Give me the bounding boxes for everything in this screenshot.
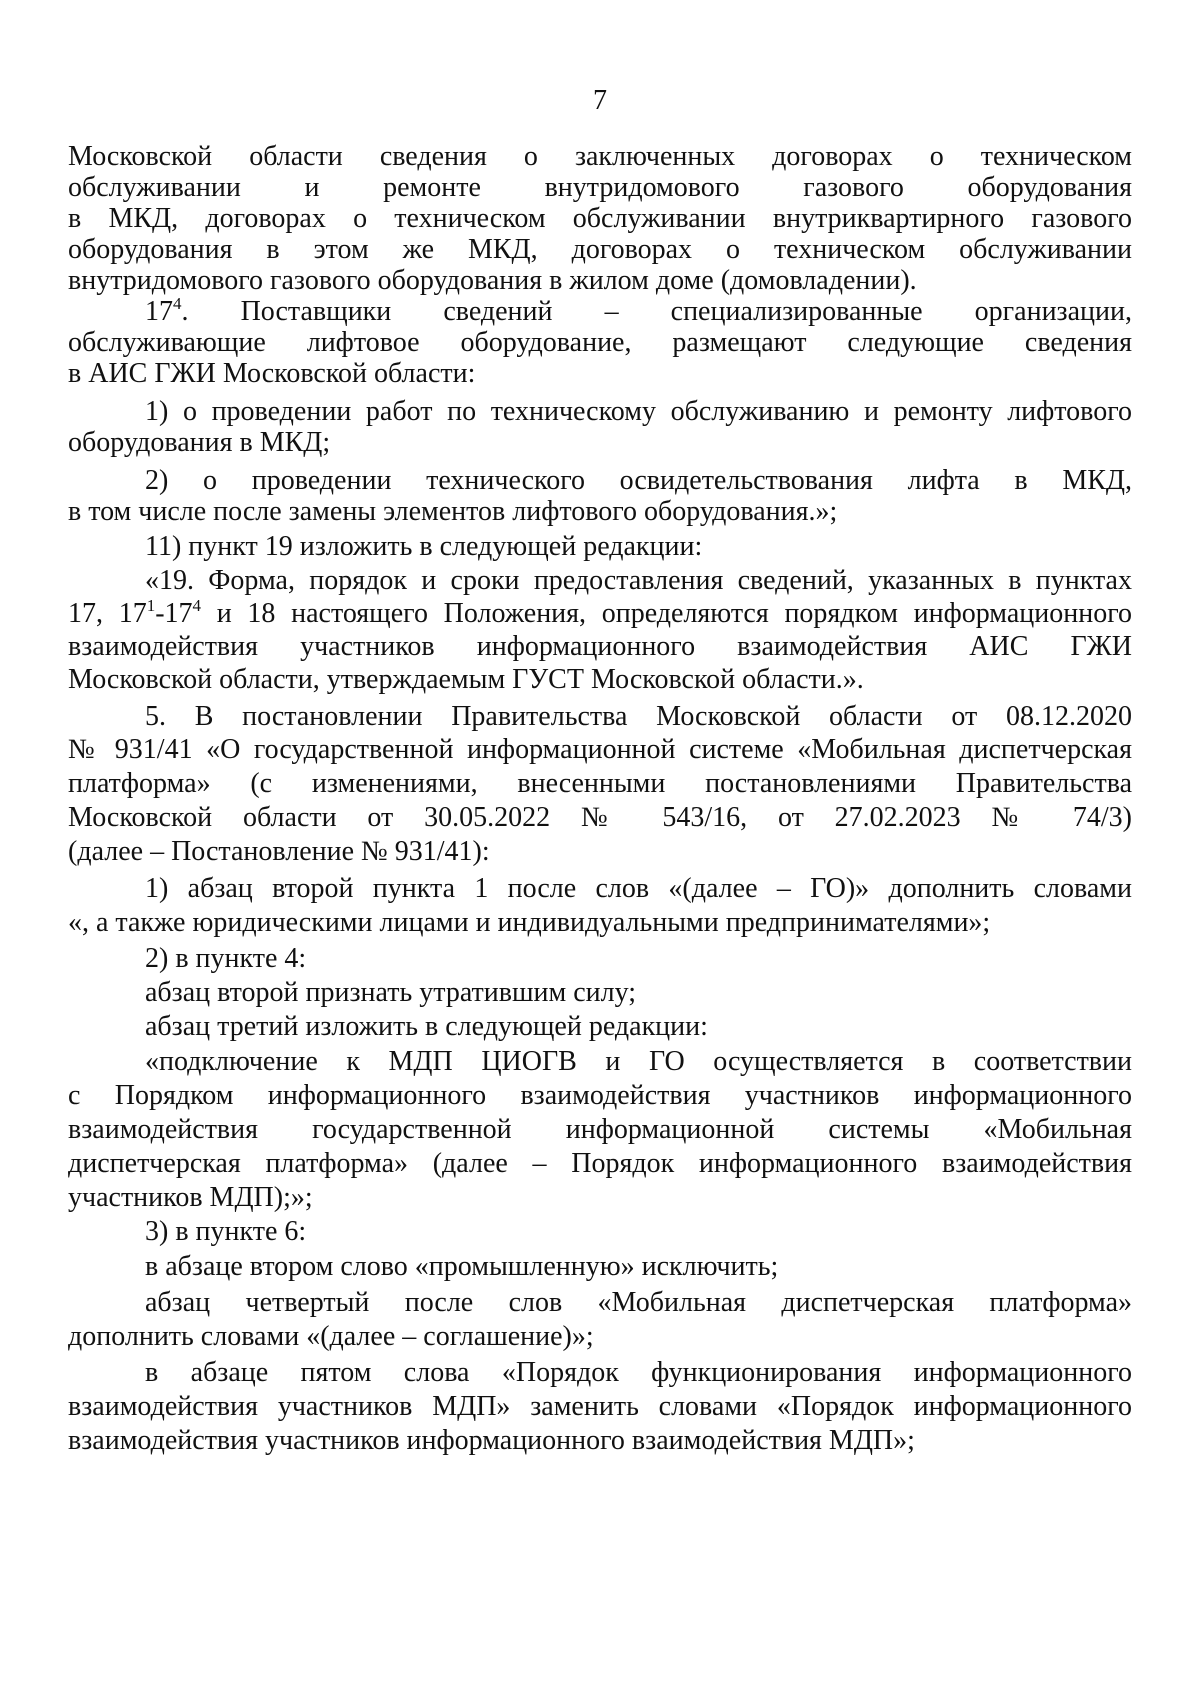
text-line: 11) пункт 19 изложить в следующей редакции:	[145, 531, 703, 562]
text-line: 3) в пункте 6:	[145, 1216, 307, 1247]
paragraph-17-4-heading	[145, 295, 1132, 329]
text-line: абзац второй признать утратившим силу;	[145, 977, 637, 1008]
text-line: взаимодействия участников МДП» заменить словами «Порядок информационного	[68, 1391, 1132, 1422]
text-line: платформа» (с изменениями, внесенными постановлениями Правительства	[68, 768, 1132, 799]
text-run: 17, 17	[68, 598, 147, 629]
paragraph-19-line	[68, 597, 1132, 631]
text-line: 1) абзац второй пункта 1 после слов «(далее – ГО)» дополнить словами	[145, 873, 1132, 904]
text-run: . Поставщики сведений – специализированные организации,	[181, 296, 1132, 327]
text-line: внутридомового газового оборудования в жилом доме (домовладении).	[68, 265, 917, 296]
text-line: обслуживающие лифтовое оборудование, размещают следующие сведения	[68, 327, 1132, 358]
text-line: в том числе после замены элементов лифтового оборудования.»;	[68, 496, 838, 527]
text-line: в абзаце втором слово «промышленную» исключить;	[145, 1251, 779, 1282]
text-line: Московской области от 30.05.2022 № 543/16, от 27.02.2023 № 74/3)	[68, 802, 1132, 833]
text-line: дополнить словами «(далее – соглашение)»;	[68, 1321, 594, 1352]
text-line: взаимодействия участников информационного взаимодействия МДП»;	[68, 1425, 915, 1456]
text-line: (далее – Постановление № 931/41):	[68, 836, 490, 867]
text-line: в МКД, договорах о техническом обслуживании внутриквартирного газового	[68, 203, 1132, 234]
text-line: «, а также юридическими лицами и индивидуальными предпринимателями»;	[68, 907, 991, 938]
text-line: Московской области сведения о заключенных договорах о техническом	[68, 141, 1132, 172]
text-line: диспетчерская платформа» (далее – Порядок информационного взаимодействия	[68, 1148, 1132, 1179]
text-line: оборудования в этом же МКД, договорах о техническом обслуживании	[68, 234, 1132, 265]
page-number: 7	[593, 85, 607, 116]
text-line: 2) о проведении технического освидетельствования лифта в МКД,	[145, 465, 1132, 496]
superscript: 1	[146, 597, 156, 615]
text-line: 5. В постановлении Правительства Московской области от 08.12.2020	[145, 701, 1132, 732]
text-line: «19. Форма, порядок и сроки предоставления сведений, указанных в пунктах	[145, 565, 1132, 596]
text-line: в АИС ГЖИ Московской области:	[68, 358, 476, 389]
text-line: оборудования в МКД;	[68, 427, 331, 458]
text-line: участников МДП);»;	[68, 1182, 313, 1213]
text-run: -17	[155, 598, 193, 629]
text-run: и 18 настоящего Положения, определяются порядком информационного	[201, 598, 1132, 629]
text-line: «подключение к МДП ЦИОГВ и ГО осуществляется в соответствии	[145, 1046, 1132, 1077]
text-line: взаимодействия государственной информационной системы «Мобильная	[68, 1114, 1132, 1145]
text-line: с Порядком информационного взаимодействия участников информационного	[68, 1080, 1132, 1111]
text-line: абзац четвертый после слов «Мобильная диспетчерская платформа»	[145, 1287, 1132, 1318]
text-line: в абзаце пятом слова «Порядок функционирования информационного	[145, 1357, 1132, 1388]
text-line: Московской области, утверждаемым ГУСТ Московской области.».	[68, 664, 864, 695]
text-line: 2) в пункте 4:	[145, 943, 307, 974]
text-line: взаимодействия участников информационного взаимодействия АИС ГЖИ	[68, 631, 1132, 662]
text-line: обслуживании и ремонте внутридомового газового оборудования	[68, 172, 1132, 203]
superscript: 4	[173, 295, 182, 313]
text-line: № 931/41 «О государственной информационной системе «Мобильная диспетчерская	[68, 734, 1132, 765]
superscript: 4	[192, 597, 202, 615]
clause-number: 17	[145, 296, 173, 327]
text-line: абзац третий изложить в следующей редакции:	[145, 1011, 708, 1042]
text-line: 1) о проведении работ по техническому обслуживанию и ремонту лифтового	[145, 396, 1132, 427]
